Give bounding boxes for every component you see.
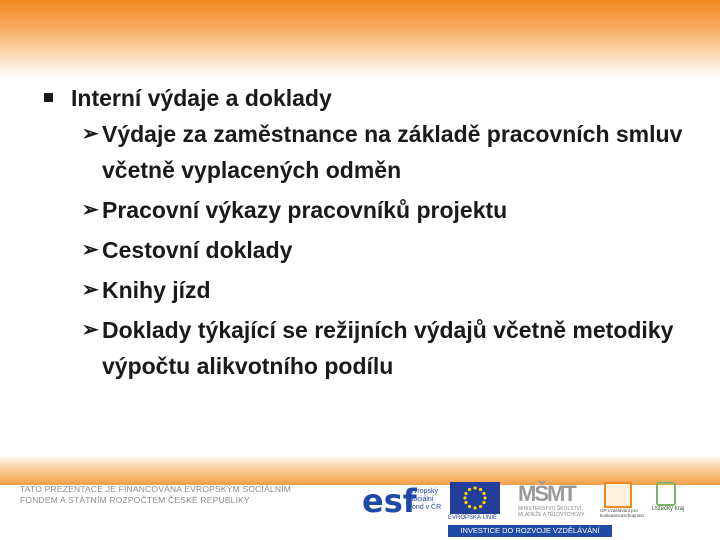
main-bullet (44, 80, 704, 116)
region-caption: Ústecký kraj (651, 506, 685, 512)
sub-bullet-text: Výdaje za zaměstnance na základě pracovních smluv včetně vyplacených odměn (102, 121, 683, 183)
sub-bullet (82, 272, 704, 308)
msmt-logo (518, 482, 588, 522)
op-logo (600, 482, 644, 522)
arrow-bullet-icon: ➢ (82, 319, 99, 341)
sub-bullet-text: Doklady týkající se režijních výdajů včetně metodiky výpočtu alikvotního podílu (102, 317, 674, 379)
msmt-caption: MINISTERSTVO ŠKOLSTVÍ, MLÁDEŽE A TĚLOVÝCHOVY (518, 506, 585, 518)
main-bullet-text: Interní výdaje a doklady (71, 85, 332, 111)
sub-bullet (82, 312, 704, 384)
esf-text: evropský sociální fond v ČR (410, 488, 442, 511)
arrow-bullet-icon: ➢ (82, 199, 99, 221)
eu-flag-icon (450, 482, 500, 514)
sub-bullet-text: Knihy jízd (102, 277, 211, 303)
eu-caption: EVROPSKÁ UNIE (448, 515, 498, 521)
op-mark-icon (604, 482, 632, 508)
funding-notice-line: FONDEM A STÁTNÍM ROZPOČTEM ČESKÉ REPUBLIKY (20, 495, 250, 505)
square-bullet-icon (44, 93, 53, 102)
esf-mark: esf (362, 482, 417, 520)
slide-content (44, 80, 704, 384)
header-gradient-band (0, 0, 720, 78)
sub-bullet (82, 232, 704, 268)
region-logo (650, 482, 686, 522)
esf-logo (362, 482, 444, 522)
eu-stars-icon (450, 482, 500, 514)
msmt-mark: MŠMT (518, 481, 575, 506)
sub-bullet-list (82, 116, 704, 384)
sub-bullet-text: Cestovní doklady (102, 237, 293, 263)
partner-logos (360, 478, 690, 538)
sub-bullet (82, 192, 704, 228)
investment-banner: INVESTICE DO ROZVOJE VZDĚLÁVÁNÍ (448, 525, 612, 537)
op-caption: OP Vzdělávání pro konkurenceschopnost (600, 508, 644, 518)
arrow-bullet-icon: ➢ (82, 279, 99, 301)
arrow-bullet-icon: ➢ (82, 123, 99, 145)
funding-notice-line: TATO PREZENTACE JE FINANCOVÁNA EVROPSKÝM SOCIÁLNÍM (20, 484, 292, 494)
sub-bullet-text: Pracovní výkazy pracovníků projektu (102, 197, 508, 223)
region-mark-icon (656, 482, 676, 506)
arrow-bullet-icon: ➢ (82, 239, 99, 261)
funding-notice (20, 484, 350, 506)
sub-bullet (82, 116, 704, 188)
